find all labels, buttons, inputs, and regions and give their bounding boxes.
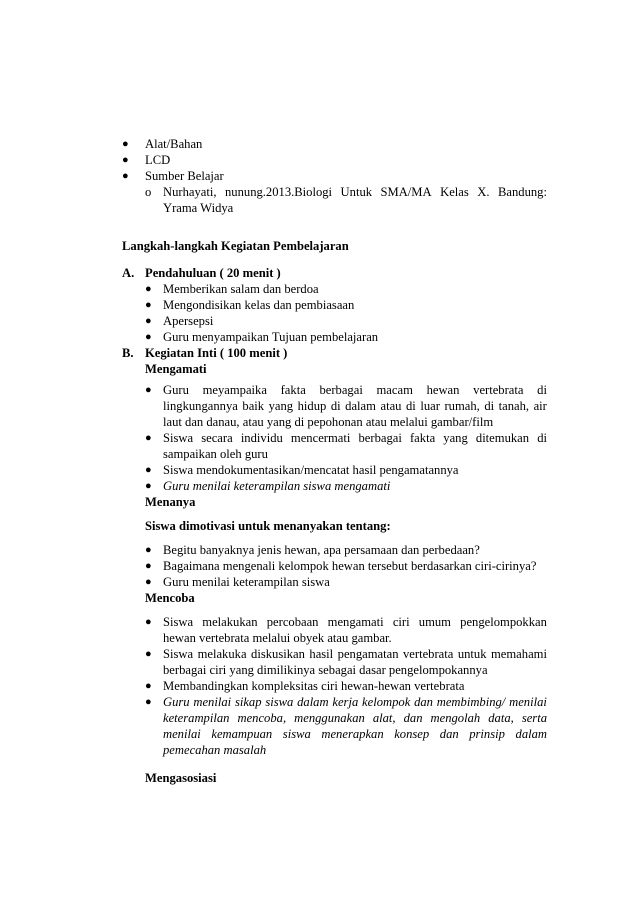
list-item: Begitu banyaknya jenis hewan, apa persamaan dan perbedaan? [163,543,480,557]
word: berbagai [358,431,402,445]
word: menilai [509,695,547,709]
paragraph-line [163,614,547,630]
word: tanah, [498,399,530,413]
word: rumah, [444,399,480,413]
word: data, [488,711,514,725]
word: dan [439,727,459,741]
bullet-icon: ● [145,480,152,492]
word: Guru [163,695,190,709]
reference-line-2: Yrama Widya [163,201,234,215]
section-a-label: A. [122,266,135,280]
bullet-icon: ● [145,432,152,444]
word: mengamati [327,615,384,629]
paragraph-line: berbagai ciri yang dimilikinya sebagai dasar pengelompokannya [163,663,488,677]
word: vertebrata [403,647,454,661]
word: Kelas [440,185,469,199]
paragraph-line [163,398,547,414]
word: di [484,399,495,413]
bullet-icon: ● [145,299,152,311]
word: nunung.2013.Biologi [225,185,333,199]
material-item-tools: Alat/Bahan [145,137,203,151]
subheading-mengamati: Mengamati [145,362,207,376]
word: dan [414,695,433,709]
bullet-icon: ● [145,544,152,556]
word: konsep [394,727,430,741]
word: SMA/MA [380,185,432,199]
menanya-subtitle: Siswa dimotivasi untuk menanyakan tentang: [145,519,391,533]
word: mencoba, [237,711,287,725]
bullet-icon: ● [145,576,152,588]
bullet-icon: ● [145,696,152,708]
bullet-icon: ● [145,315,152,327]
word: baik [242,399,265,413]
word: umum [418,615,451,629]
bullet-icon: ● [145,616,152,628]
word: diskusikan [251,647,305,661]
word: dalam [297,695,329,709]
paragraph-line [163,710,547,726]
paragraph-line [163,726,547,742]
word: di [330,399,341,413]
word: prinsip [469,727,505,741]
word: Siswa [163,615,194,629]
word: vertebrata [473,383,524,397]
word: percobaan [266,615,319,629]
list-item: Guru menilai keterampilan siswa [163,575,330,589]
list-item: Bagaimana mengenali kelompok hewan tersebut berdasarkan ciri-cirinya? [163,559,537,573]
reference-line-1 [163,184,547,200]
word: berbagai [319,383,363,397]
paragraph-line [163,382,547,398]
word: meyampaika [202,383,267,397]
material-item-lcd: LCD [145,153,171,167]
bullet-icon: ● [145,680,152,692]
bullet-icon: ● [145,331,152,343]
word: Siswa [163,431,194,445]
bullet-icon: ● [145,464,152,476]
subheading-menanya: Menanya [145,495,196,509]
word: secara [201,431,233,445]
list-item: Guru menyampaikan Tujuan pembelajaran [163,330,379,344]
word: Nurhayati, [163,185,217,199]
bullet-icon: ● [145,283,152,295]
section-title: Langkah-langkah Kegiatan Pembelajaran [122,239,349,253]
word: hasil [309,647,334,661]
bullet-icon: ● [122,170,129,182]
word: X. [477,185,490,199]
word: siswa [282,727,311,741]
paragraph-line [163,646,547,662]
list-item: Mengondisikan kelas dan pembiasaan [163,298,355,312]
list-item: Memberikan salam dan berdoa [163,282,319,296]
section-b-label: B. [122,346,134,360]
circle-bullet-icon: o [145,185,152,199]
bullet-icon: ● [122,154,129,166]
word: Guru [163,383,189,397]
word: kemampuan [211,727,273,741]
word: fakta [409,431,436,445]
word: dan [403,711,423,725]
word: ciri [392,615,410,629]
word: mengolah [430,711,481,725]
word: yang [443,431,468,445]
word: individu [240,431,283,445]
word: menggunakan [294,711,365,725]
bullet-icon: ● [145,648,152,660]
word: luar [420,399,440,413]
word: sikap [234,695,262,709]
paragraph-line: pemecahan masalah [163,743,267,757]
word: hidup [297,399,327,413]
word: memahami [491,647,547,661]
word: ditemukan [475,431,530,445]
section-b-title: Kegiatan Inti ( 100 menit ) [145,346,288,360]
word: dalam [515,727,547,741]
list-item: Siswa mendokumentasikan/mencatat hasil pengamatannya [163,463,459,477]
word: untuk [457,647,487,661]
word: serta [521,711,547,725]
word: kerja [332,695,359,709]
paragraph-line: sampaikan oleh guru [163,447,268,461]
word: fakta [280,383,306,397]
word: dalam [345,399,376,413]
word: membimbing/ [436,695,506,709]
word: mencermati [290,431,351,445]
word: keterampilan [163,711,230,725]
word: yang [268,399,294,413]
word: melakuka [197,647,247,661]
word: di [537,431,547,445]
section-a-title: Pendahuluan ( 20 menit ) [145,266,281,280]
subheading-mencoba: Mencoba [145,591,195,605]
list-item: Guru menilai keterampilan siswa mengamati [163,479,391,493]
word: pengamatan [337,647,399,661]
word: Bandung: [498,185,547,199]
word: menilai [193,695,232,709]
list-item: Membandingkan kompleksitas ciri hewan-hewan vertebrata [163,679,465,693]
paragraph-line: hewan vertebrata melalui obyek atau gambar. [163,631,392,645]
word: Siswa [163,647,194,661]
word: melakukan [202,615,258,629]
word: hewan [426,383,460,397]
word: menerapkan [321,727,384,741]
word: di [406,399,416,413]
word: atau [380,399,402,413]
word: kelompok [362,695,411,709]
word: lingkungannya [163,399,238,413]
material-item-sources: Sumber Belajar [145,169,224,183]
paragraph-line [163,430,547,446]
word: Untuk [340,185,373,199]
word: pengelompokkan [460,615,547,629]
word: siswa [265,695,294,709]
paragraph-line [163,694,547,710]
bullet-icon: ● [122,138,129,150]
word: di [537,383,547,397]
paragraph-line: laut dan danau, atau yang di pepohonan atau melalui gambar/film [163,415,494,429]
subheading-mengasosiasi: Mengasosiasi [145,771,217,785]
word: alat, [372,711,396,725]
word: menilai [163,727,201,741]
bullet-icon: ● [145,560,152,572]
word: air [533,399,547,413]
list-item: Apersepsi [163,314,214,328]
word: macam [376,383,413,397]
bullet-icon: ● [145,384,152,396]
